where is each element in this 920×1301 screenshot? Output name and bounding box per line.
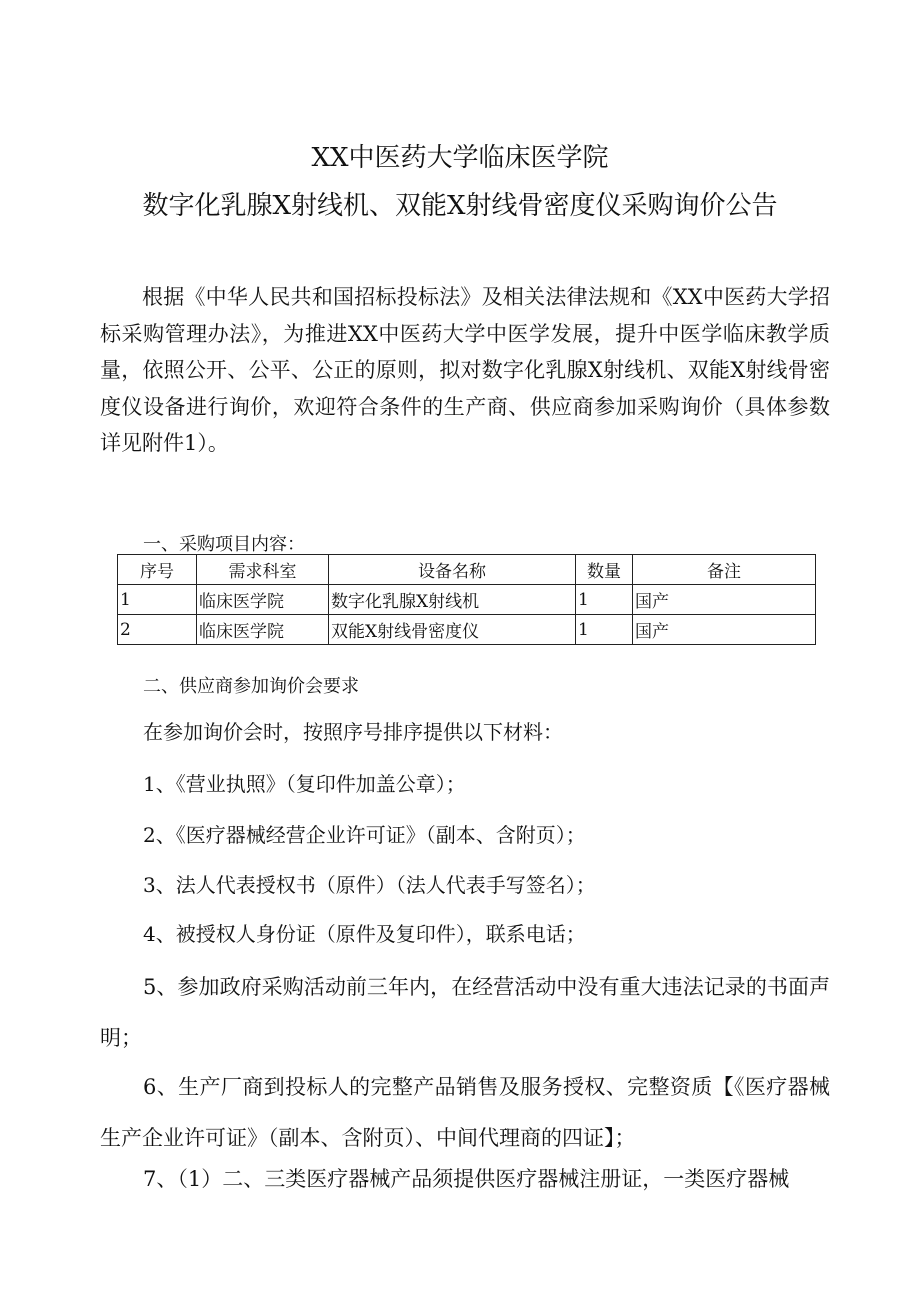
requirement-item-4: 4、被授权人身份证（原件及复印件），联系电话； — [143, 922, 586, 946]
cell-index: 2 — [118, 615, 197, 645]
section2-intro: 在参加询价会时，按照序号排序提供以下材料： — [143, 720, 563, 744]
cell-department: 临床医学院 — [197, 615, 329, 645]
table-row — [118, 615, 816, 645]
document-title-line1: XX中医药大学临床医学院 — [311, 143, 609, 173]
requirement-item-3: 3、法人代表授权书（原件）（法人代表手写签名）； — [143, 873, 596, 897]
procurement-items-table — [117, 554, 816, 645]
requirement-item-5: 5、参加政府采购活动前三年内，在经营活动中没有重大违法记录的书面声明； — [100, 975, 830, 1050]
section2-heading: 二、供应商参加询价会要求 — [143, 676, 359, 697]
requirement-item-6: 6、生产厂商到投标人的完整产品销售及服务授权、完整资质【《医疗器械生产企业许可证》（副本、含附页）、中间代理商的四证】； — [100, 1075, 830, 1150]
table-row — [118, 585, 816, 615]
cell-department: 临床医学院 — [197, 585, 329, 615]
cell-quantity: 1 — [576, 585, 633, 615]
requirement-item-7: 7、（1）二、三类医疗器械产品须提供医疗器械注册证，一类医疗器械 — [143, 1167, 790, 1191]
column-header: 备注 — [633, 555, 816, 585]
column-header: 需求科室 — [197, 555, 329, 585]
cell-remark: 国产 — [633, 615, 816, 645]
cell-index: 1 — [118, 585, 197, 615]
intro-paragraph: 根据《中华人民共和国招标投标法》及相关法律法规和《XX中医药大学招标采购管理办法》，为推进XX中医药大学中医学发展，提升中医学临床教学质量，依照公开、公平、公正的原则，拟对数字化乳腺X射线机、双能X射线骨密度仪设备进行询价，欢迎符合条件的生产商、供应商参加采购询价（具体参数详见附件1）。 — [100, 285, 830, 455]
section1-heading: 一、采购项目内容： — [143, 534, 305, 555]
cell-equipment-name: 双能X射线骨密度仪 — [329, 615, 576, 645]
column-header: 数量 — [576, 555, 633, 585]
cell-quantity: 1 — [576, 615, 633, 645]
cell-equipment-name: 数字化乳腺X射线机 — [329, 585, 576, 615]
column-header: 序号 — [118, 555, 197, 585]
requirement-item-1: 1、《营业执照》（复印件加盖公章）； — [143, 772, 466, 796]
document-title-line2: 数字化乳腺X射线机、双能X射线骨密度仪采购询价公告 — [142, 191, 778, 221]
column-header: 设备名称 — [329, 555, 576, 585]
cell-remark: 国产 — [633, 585, 816, 615]
table-header-row — [118, 555, 816, 585]
requirement-item-2: 2、《医疗器械经营企业许可证》（副本、含附页）； — [143, 823, 586, 847]
